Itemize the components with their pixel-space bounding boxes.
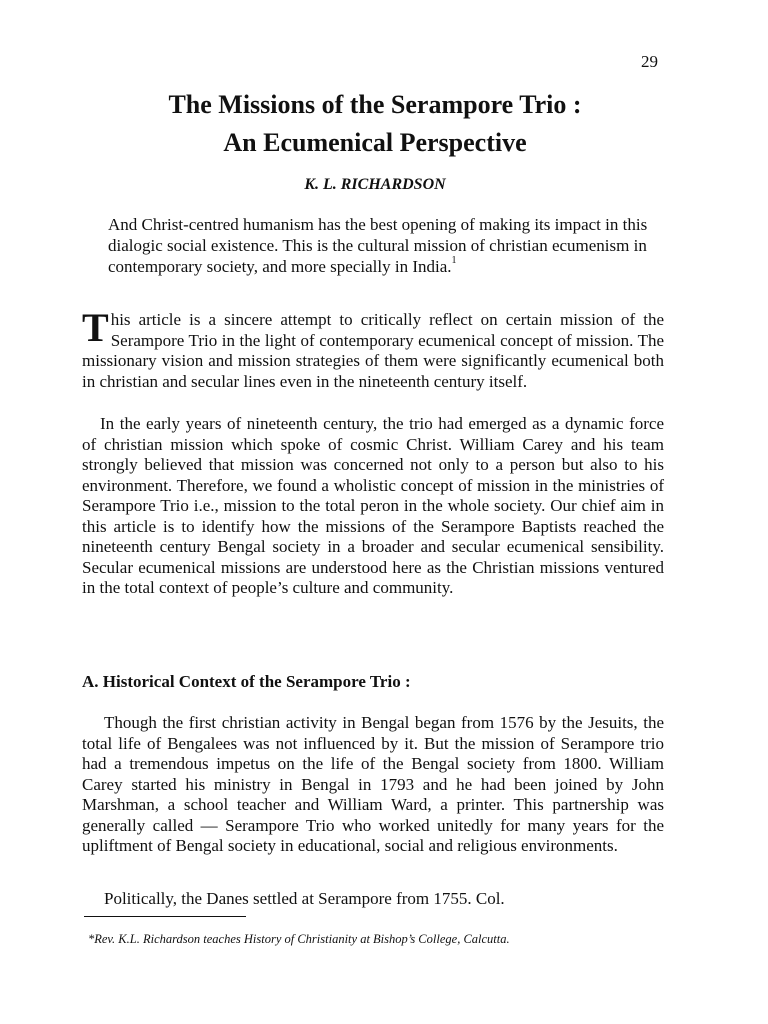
paragraph-intro	[82, 305, 664, 392]
epigraph	[108, 214, 648, 277]
article-title-line-1: The Missions of the Serampore Trio :	[168, 90, 582, 119]
page-number: 29	[641, 52, 658, 71]
drop-cap: T	[82, 305, 109, 350]
footnote-divider	[84, 916, 246, 917]
paragraph-early-years: In the early years of nineteenth century, the trio had emerged as a dynamic force of christian mission which spoke of cosmic Christ. William Carey and his team strongly believed that mission was concerned not only to a person but also to his environment. Therefore, we found a wholistic concept of mission in the ministries of Serampore Trio i.e., mission to the total peron in the whole society. Our chief aim in this article is to identify how the missions of the Serampore Baptists reached the nineteenth century Bengal society in a broader and secular ecumenical sensibility. Secular ecumenical missions are understood here as the Christian missions ventured in the total context of people’s culture and community.	[82, 414, 664, 597]
epigraph-footnote-ref: 1	[451, 255, 457, 266]
footnote: *Rev. K.L. Richardson teaches History of Christianity at Bishop’s College, Calcutta.	[88, 932, 510, 946]
paragraph-intro-text: his article is a sincere attempt to critically reflect on certain mission of the Serampore Trio in the light of contemporary ecumenical concept of mission. The missionary vision and mission strategies of them were significantly ecumenical both in christian and secular lines even in the nineteenth century itself.	[82, 310, 664, 391]
article-title-line-2: An Ecumenical Perspective	[223, 128, 527, 157]
paragraph-politically: Politically, the Danes settled at Serampore from 1755. Col.	[104, 889, 505, 908]
section-heading: A. Historical Context of the Serampore Trio :	[82, 672, 411, 691]
epigraph-text: And Christ-centred humanism has the best opening of making its impact in this dialogic social existence. This is the cultural mission of christian ecumenism in contemporary society, and more specially in India.	[108, 215, 648, 276]
author-name: K. L. RICHARDSON	[304, 176, 446, 193]
paragraph-historical-context: Though the first christian activity in Bengal began from 1576 by the Jesuits, the total life of Bengalees was not influenced by it. But the mission of Serampore trio had a tremendous impetus on the life of the Bengal society from 1800. William Carey started his ministry in Bengal in 1793 and he had been joined by John Marshman, a school teacher and William Ward, a printer. This partnership was generally called — Serampore Trio who worked unitedly for many years for the upliftment of Bengal society in educational, social and religious environments.	[82, 713, 664, 855]
